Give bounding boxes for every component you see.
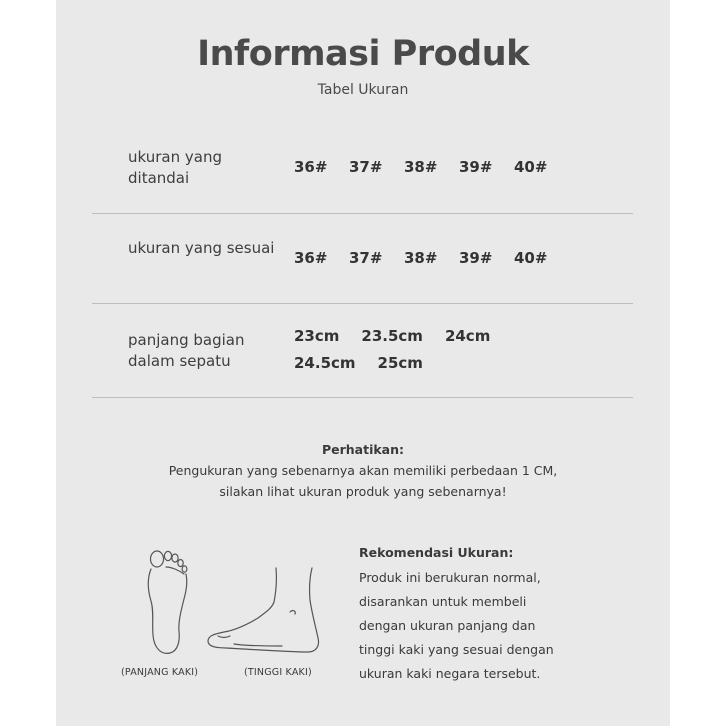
row-divider [92, 303, 633, 304]
fit-size-values [294, 249, 569, 267]
recommendation-line: ukuran kaki negara tersebut. [359, 666, 541, 681]
row-label-fit-size: ukuran yang sesuai [128, 239, 275, 257]
length-value: 24cm [444, 327, 491, 345]
recommendation-line: tinggi kaki yang sesuai dengan [359, 642, 554, 657]
insole-length-values-line-1 [294, 327, 512, 345]
foot-side-icon [206, 566, 324, 658]
size-value: 38# [404, 158, 438, 176]
size-value: 40# [514, 249, 548, 267]
size-value: 40# [514, 158, 548, 176]
recommendation-line: disarankan untuk membeli [359, 594, 527, 609]
row-label-insole-length: panjang bagian dalam sepatu [128, 331, 245, 370]
length-value: 25cm [377, 354, 423, 372]
length-value: 23cm [294, 327, 340, 345]
size-value: 39# [459, 249, 493, 267]
row-label-marked-size: ukuran yang ditandai [128, 148, 222, 187]
row-divider [92, 213, 633, 214]
recommendation-heading: Rekomendasi Ukuran: [359, 545, 514, 560]
insole-length-values-line-2 [294, 354, 445, 372]
size-value: 37# [349, 158, 383, 176]
length-value: 24.5cm [294, 354, 356, 372]
note-line: silakan lihat ukuran produk yang sebenarnya! [219, 484, 507, 499]
size-value: 36# [294, 158, 328, 176]
foot-sole-icon [142, 545, 194, 659]
page-subtitle: Tabel Ukuran [317, 82, 409, 98]
note-line: Pengukuran yang sebenarnya akan memiliki perbedaan 1 CM, [168, 463, 558, 478]
foot-length-caption: (PANJANG KAKI) [121, 667, 199, 678]
size-value: 38# [404, 249, 438, 267]
size-value: 36# [294, 249, 328, 267]
size-value: 39# [459, 158, 493, 176]
right-margin [670, 0, 726, 726]
length-value: 23.5cm [361, 327, 423, 345]
marked-size-values [294, 158, 569, 176]
recommendation-line: Produk ini berukuran normal, [359, 570, 541, 585]
left-margin [0, 0, 56, 726]
row-divider [92, 397, 633, 398]
page-title: Informasi Produk [197, 34, 529, 74]
recommendation-line: dengan ukuran panjang dan [359, 618, 536, 633]
size-value: 37# [349, 249, 383, 267]
note-heading: Perhatikan: [321, 442, 405, 457]
size-info-card [56, 0, 670, 726]
foot-height-caption: (TINGGI KAKI) [244, 667, 312, 678]
